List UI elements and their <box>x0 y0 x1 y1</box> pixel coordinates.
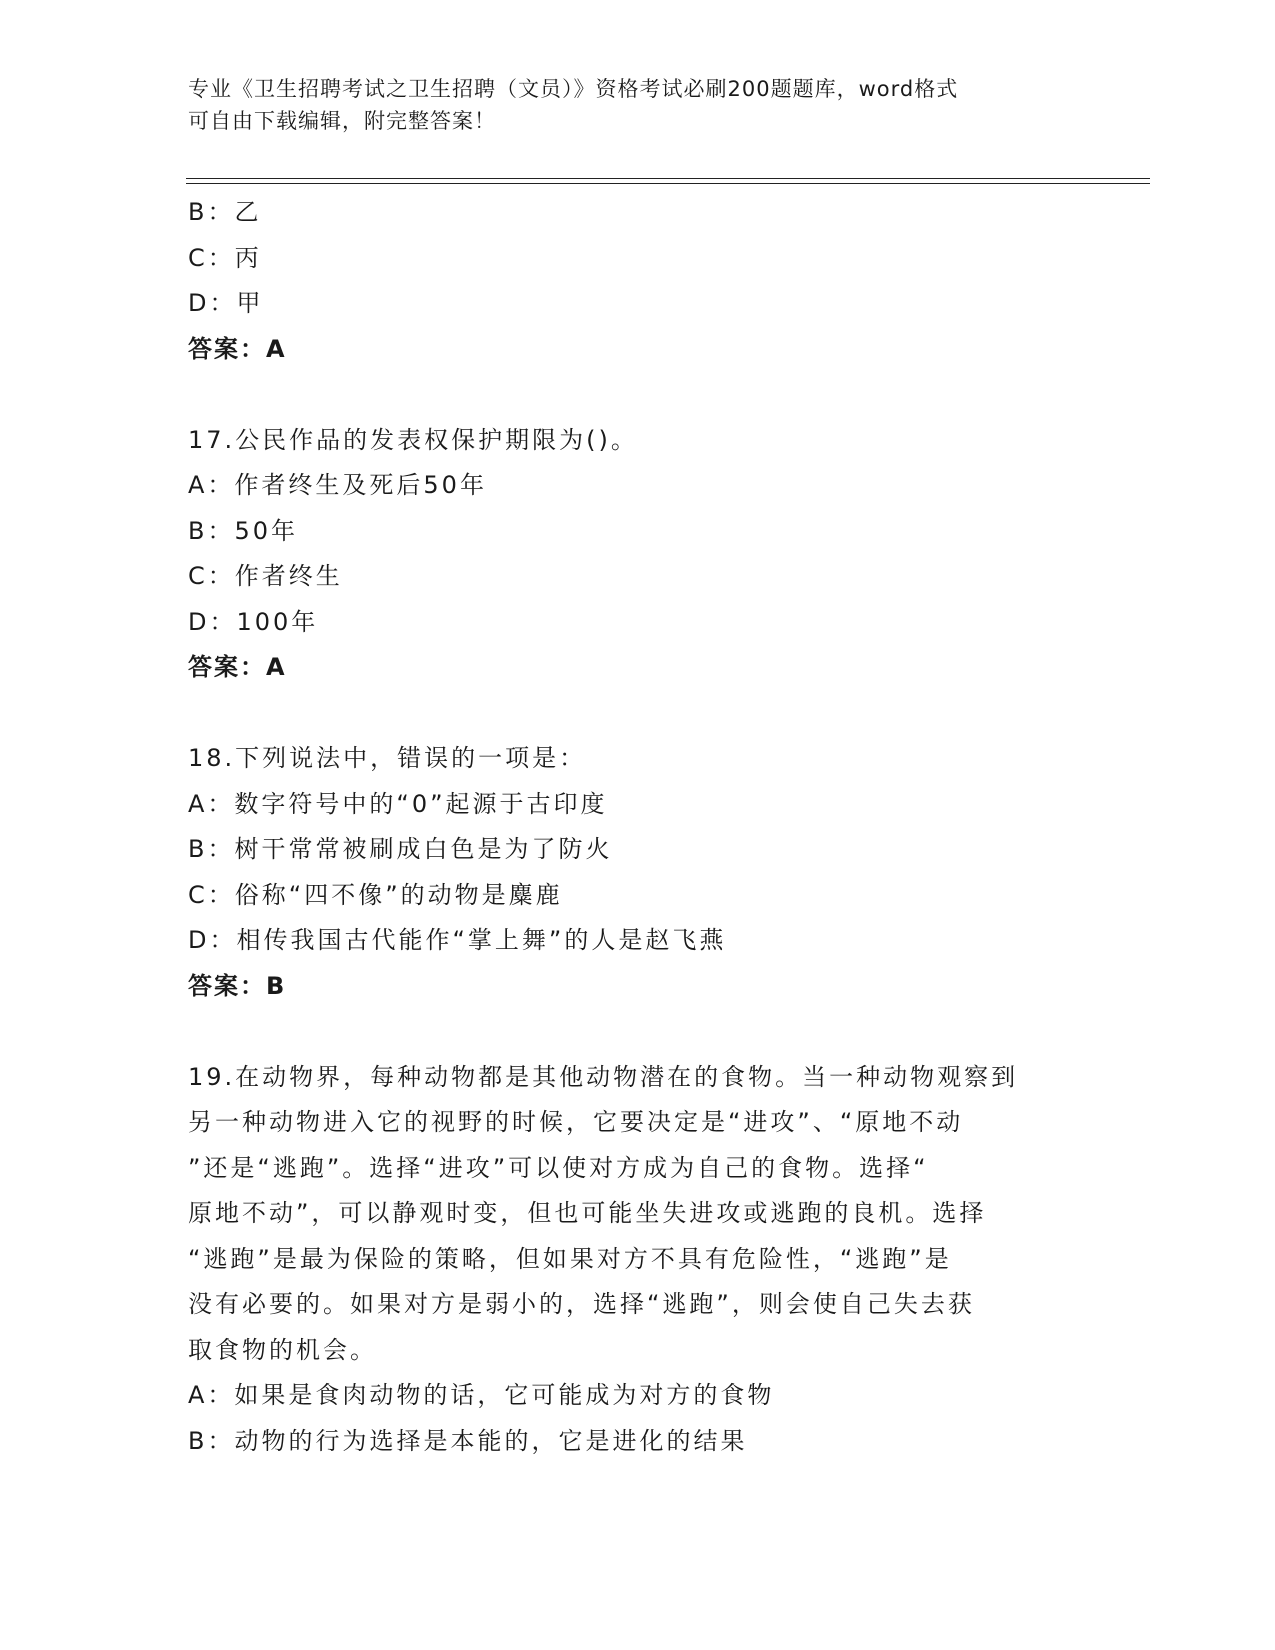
header-title-line-2: 可自由下载编辑，附完整答案！ <box>188 109 496 133</box>
option-a: A：作者终生及死后50年 <box>188 471 487 499</box>
document-header <box>188 73 1068 137</box>
question-stem-line: 取食物的机会。 <box>188 1335 377 1364</box>
option-b: B：50年 <box>188 516 299 545</box>
question-stem-line: 原地不动”，可以静观时变，但也可能坐失进攻或逃跑的良机。选择 <box>188 1199 987 1227</box>
spacer <box>188 691 1088 737</box>
question-19 <box>188 1055 1088 1465</box>
answer: 答案：B <box>188 971 287 1000</box>
question-stem-line: 没有必要的。如果对方是弱小的，选择“逃跑”，则会使自己失去获 <box>188 1290 975 1318</box>
option-d: D：100年 <box>188 607 319 636</box>
header-divider-bottom <box>186 183 1150 184</box>
question-stem-line: 另一种动物进入它的视野的时候，它要决定是“进攻”、“原地不动 <box>188 1108 964 1136</box>
option-b: B：树干常常被刷成白色是为了防火 <box>188 835 613 863</box>
header-title-line-1: 专业《卫生招聘考试之卫生招聘（文员）》资格考试必刷200题题库，word格式 <box>188 77 959 101</box>
spacer <box>188 372 1088 418</box>
option-b: B：乙 <box>188 198 262 226</box>
option-a: A：如果是食肉动物的话，它可能成为对方的食物 <box>188 1381 775 1409</box>
option-d: D：相传我国古代能作“掌上舞”的人是赵飞燕 <box>188 926 727 954</box>
question-content <box>188 190 1088 1464</box>
answer: 答案：A <box>188 334 287 363</box>
question-stem: 18.下列说法中，错误的一项是： <box>188 744 587 772</box>
question-stem-line: ”还是“逃跑”。选择“进攻”可以使对方成为自己的食物。选择“ <box>188 1153 929 1182</box>
question-18 <box>188 736 1088 1009</box>
option-c: C：俗称“四不像”的动物是麋鹿 <box>188 880 563 909</box>
question-stem-line: “逃跑”是最为保险的策略，但如果对方不具有危险性，“逃跑”是 <box>188 1244 952 1273</box>
option-c: C：作者终生 <box>188 562 343 590</box>
question-16 <box>188 190 1088 372</box>
spacer <box>188 1009 1088 1055</box>
question-stem: 17.公民作品的发表权保护期限为()。 <box>188 425 638 454</box>
option-a: A：数字符号中的“0”起源于古印度 <box>188 789 608 818</box>
answer: 答案：A <box>188 653 287 681</box>
option-c: C：丙 <box>188 243 262 272</box>
question-17 <box>188 418 1088 691</box>
header-divider-top <box>186 178 1150 179</box>
option-b: B：动物的行为选择是本能的，它是进化的结果 <box>188 1426 748 1455</box>
question-stem-line: 19.在动物界，每种动物都是其他动物潜在的食物。当一种动物观察到 <box>188 1062 1019 1091</box>
option-d: D：甲 <box>188 289 264 317</box>
